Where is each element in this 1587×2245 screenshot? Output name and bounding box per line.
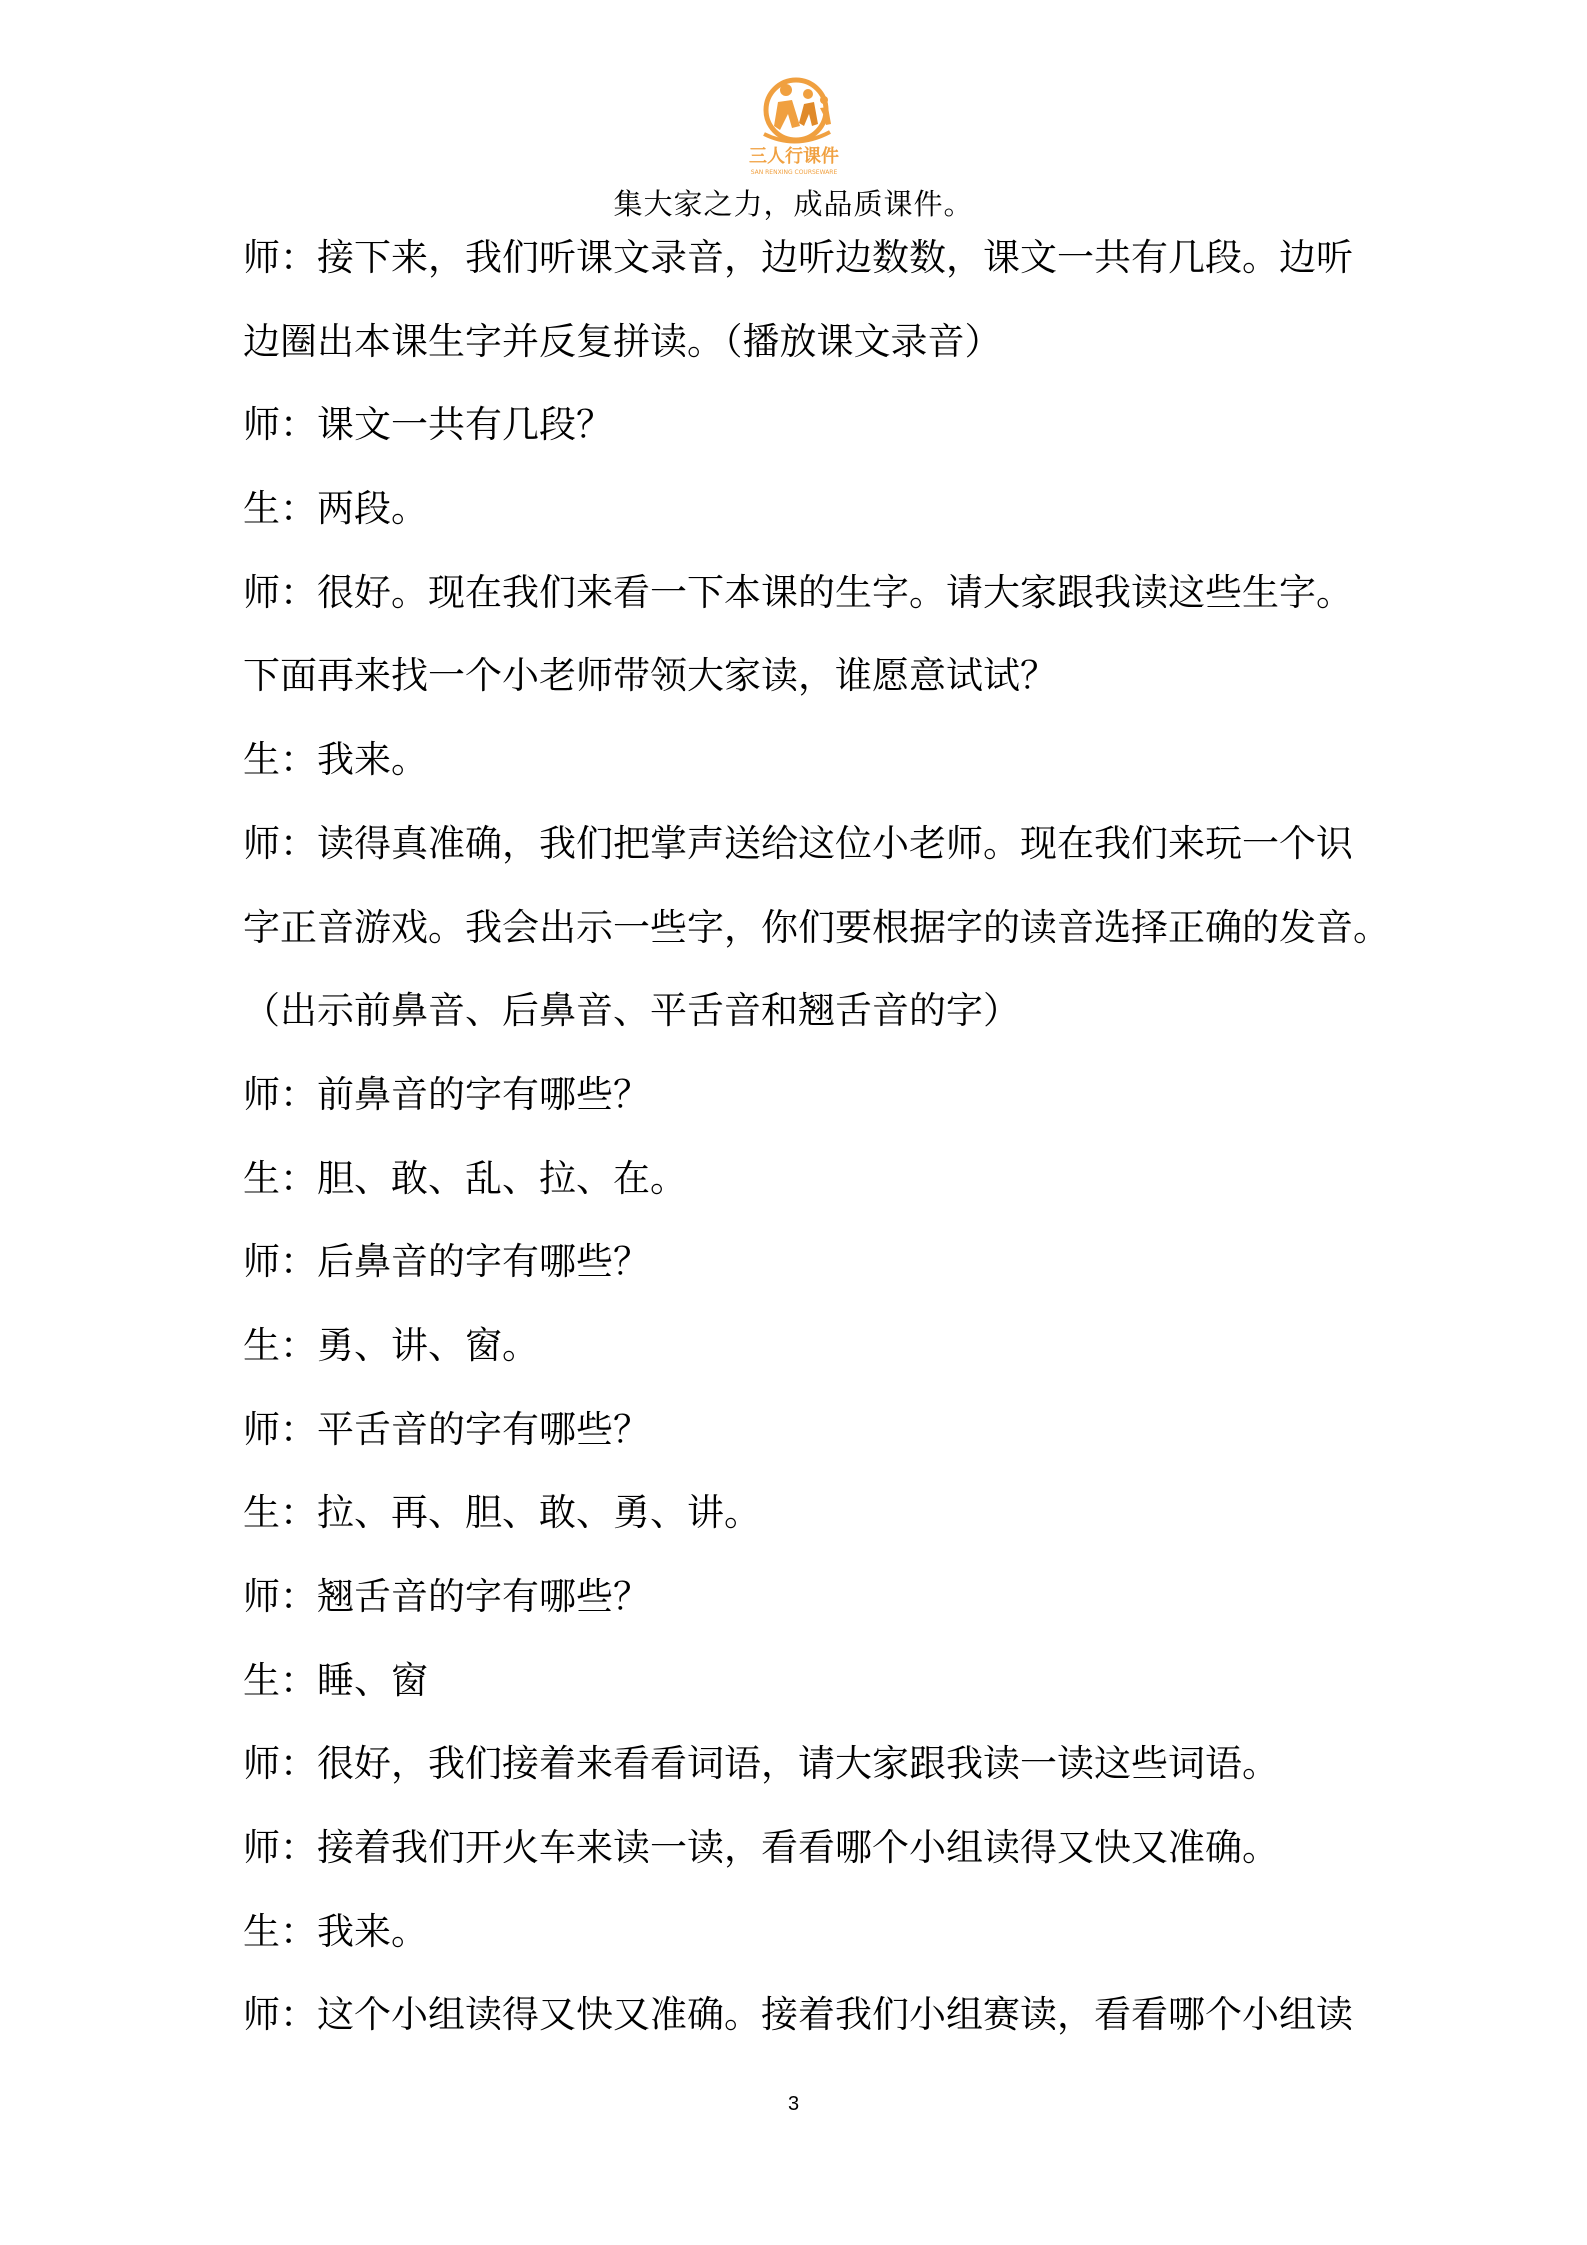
logo-icon [734, 70, 854, 178]
page-header [0, 70, 1587, 223]
text-line: 师：接着我们开火车来读一读，看看哪个小组读得又快又准确。 [243, 1826, 1279, 1870]
text-line: （出示前鼻音、后鼻音、平舌音和翘舌音的字） [243, 989, 1020, 1033]
text-line: 师：前鼻音的字有哪些？ [243, 1072, 650, 1116]
text-line: 师：翘舌音的字有哪些？ [243, 1575, 650, 1618]
text-line: 师：平舌音的字有哪些？ [243, 1407, 650, 1451]
text-line: 师：很好，我们接着来看看词语，请大家跟我读一读这些词语。 [243, 1742, 1279, 1786]
text-line: 生：勇、讲、窗。 [243, 1323, 539, 1367]
text-line: 师：接下来，我们听课文录音，边听边数数，课文一共有几段。边听 [243, 236, 1353, 279]
text-line: 生：我来。 [243, 1909, 428, 1953]
text-line: 生：睡、窗 [243, 1658, 428, 1702]
text-line: 师：课文一共有几段？ [243, 403, 613, 447]
text-line: 边圈出本课生字并反复拼读。（播放课文录音） [243, 319, 1002, 363]
logo-subtext: SAN RENXING COURSEWARE [750, 169, 837, 176]
text-line: 师：这个小组读得又快又准确。接着我们小组赛读，看看哪个小组读 [243, 1993, 1353, 2037]
text-line: 下面再来找一个小老师带领大家读，谁愿意试试？ [243, 654, 1057, 698]
logo-text: 三人行课件 [748, 146, 839, 167]
text-line: 师：很好。现在我们来看一下本课的生字。请大家跟我读这些生字。 [243, 570, 1353, 614]
header-tagline: 集大家之力，成品质课件。 [613, 187, 974, 221]
page-number: 3 [787, 2093, 800, 2115]
text-line: 师：读得真准确，我们把掌声送给这位小老师。现在我们来玩一个识 [243, 821, 1353, 865]
text-line: 字正音游戏。我会出示一些字，你们要根据字的读音选择正确的发音。 [243, 905, 1390, 949]
text-line: 生：我来。 [243, 738, 428, 782]
text-line: 师：后鼻音的字有哪些？ [243, 1240, 650, 1284]
text-line: 生：胆、敢、乱、拉、在。 [243, 1156, 687, 1200]
document-body [243, 226, 1390, 2067]
text-line: 生：拉、再、胆、敢、勇、讲。 [243, 1491, 761, 1535]
text-line: 生：两段。 [243, 487, 428, 531]
